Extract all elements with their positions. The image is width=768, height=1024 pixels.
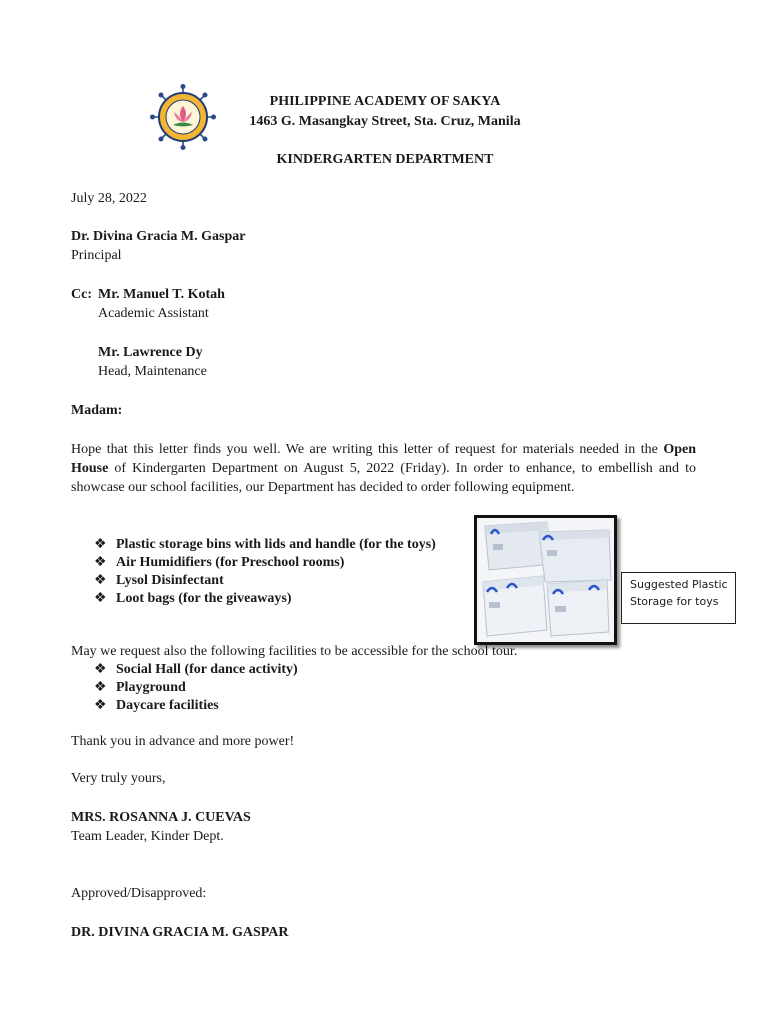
closing-line: Very truly yours, bbox=[71, 771, 166, 786]
plastic-storage-bins-photo bbox=[474, 515, 617, 645]
cc-title-1: Academic Assistant bbox=[98, 306, 209, 321]
cc-name-2: Mr. Lawrence Dy bbox=[98, 345, 203, 360]
list-item: ❖ Lysol Disinfectant bbox=[94, 573, 224, 588]
body-paragraph bbox=[71, 440, 696, 497]
body-bold-open-house: Open House bbox=[71, 442, 696, 476]
department-title: KINDERGARTEN DEPARTMENT bbox=[276, 152, 494, 167]
approval-label: Approved/Disapproved: bbox=[71, 886, 207, 901]
school-address: 1463 G. Masangkay Street, Sta. Cruz, Manila bbox=[249, 114, 521, 129]
recipient-title: Principal bbox=[71, 248, 122, 263]
list-item: ❖ Playground bbox=[94, 680, 186, 695]
bullet-icon: ❖ bbox=[94, 573, 107, 588]
approver-name: DR. DIVINA GRACIA M. GASPAR bbox=[71, 925, 289, 940]
sender-title: Team Leader, Kinder Dept. bbox=[71, 829, 224, 844]
facilities-intro: May we request also the following facilities to be accessible for the school tour. bbox=[71, 644, 518, 659]
bullet-icon: ❖ bbox=[94, 698, 107, 713]
cc-label: Cc: bbox=[71, 287, 92, 302]
cc-name-1: Mr. Manuel T. Kotah bbox=[98, 287, 225, 302]
bullet-icon: ❖ bbox=[94, 555, 107, 570]
equipment-list bbox=[94, 536, 436, 608]
facilities-list bbox=[94, 661, 298, 715]
body-text-part-2: of Kindergarten Department on August 5, 2022 (Friday). In order to enhance, to embellish and to showcase our school facilities, our Department has decided to order following equipment. bbox=[71, 461, 696, 495]
body-text-part-1: Hope that this letter finds you well. We are writing this letter of request for materials needed in the bbox=[71, 442, 664, 457]
school-name: PHILIPPINE ACADEMY OF SAKYA bbox=[269, 94, 501, 109]
salutation: Madam: bbox=[71, 403, 123, 418]
sender-name: MRS. ROSANNA J. CUEVAS bbox=[71, 810, 251, 825]
figure-caption: Suggested Plastic Storage for toys bbox=[621, 572, 736, 624]
thanks-line: Thank you in advance and more power! bbox=[71, 734, 295, 749]
bullet-icon: ❖ bbox=[94, 591, 107, 606]
cc-title-2: Head, Maintenance bbox=[98, 364, 207, 379]
list-item: ❖ Plastic storage bins with lids and handle (for the toys) bbox=[94, 537, 436, 552]
list-item: ❖ Daycare facilities bbox=[94, 698, 219, 713]
list-item: ❖ Social Hall (for dance activity) bbox=[94, 662, 298, 677]
recipient-name: Dr. Divina Gracia M. Gaspar bbox=[71, 229, 246, 244]
bullet-icon: ❖ bbox=[94, 662, 107, 677]
letter-date: July 28, 2022 bbox=[71, 191, 147, 206]
bullet-icon: ❖ bbox=[94, 680, 107, 695]
list-item: ❖ Air Humidifiers (for Preschool rooms) bbox=[94, 555, 345, 570]
bullet-icon: ❖ bbox=[94, 537, 107, 552]
list-item: ❖ Loot bags (for the giveaways) bbox=[94, 591, 292, 606]
